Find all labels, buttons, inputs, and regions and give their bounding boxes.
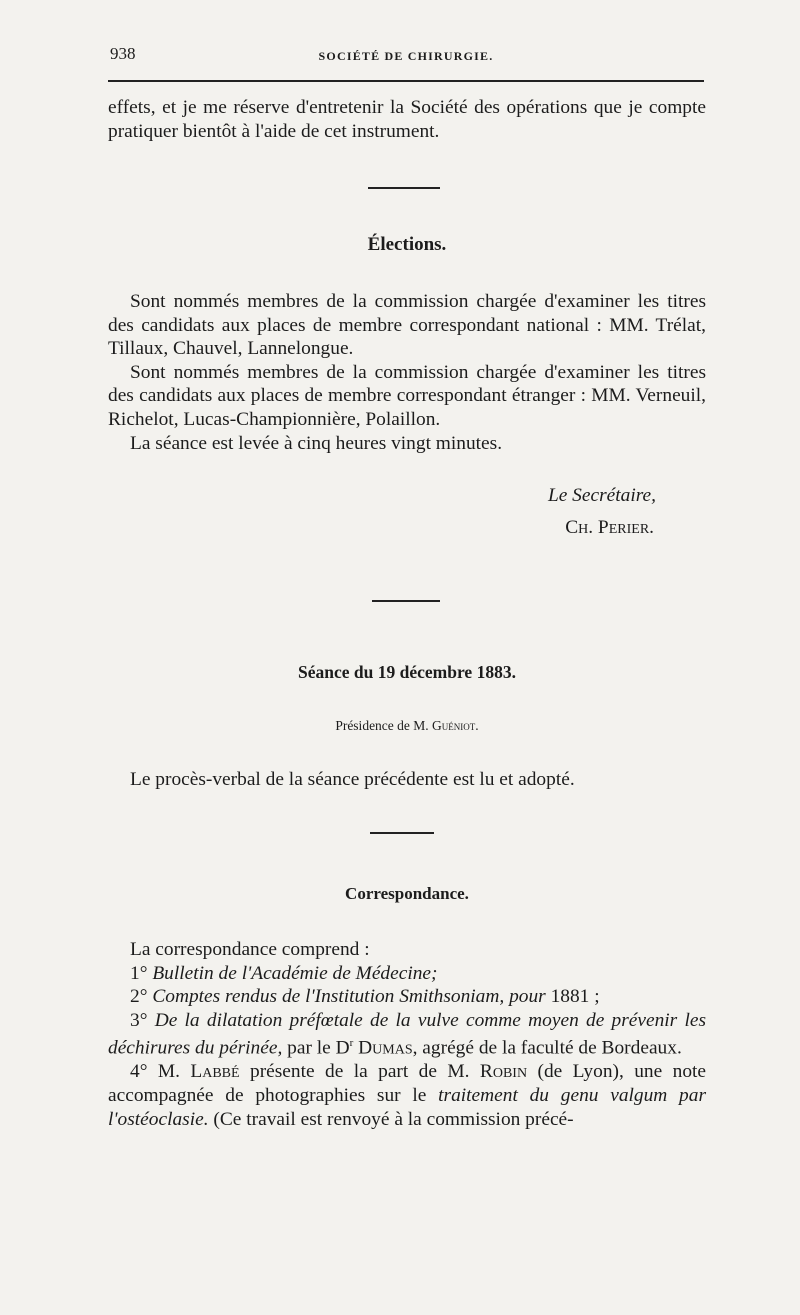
section-divider-3 xyxy=(370,832,434,834)
item-2-title: Comptes rendus de l'Institution Smithsoniam, pour xyxy=(152,986,546,1008)
item-3-by: par le D xyxy=(287,1037,350,1059)
correspondance-item-4 xyxy=(108,1060,706,1131)
correspondance-heading: Correspondance. xyxy=(345,884,469,903)
secretary-role: Le Secrétaire, xyxy=(547,485,656,506)
item-3-sup: r xyxy=(349,1037,354,1050)
item-1-title: Bulletin de l'Académie de Médecine; xyxy=(152,962,438,984)
item-2-number: 2° xyxy=(130,986,148,1008)
item-4-mid: présente de la part de M. xyxy=(250,1061,470,1083)
item-4-end: (Ce travail est renvoyé à la commission précé- xyxy=(213,1108,574,1130)
opening-text: effets, et je me réserve d'entretenir la Société des opérations que je compte pratiquer bientôt à l'aide de cet instrument. xyxy=(108,97,706,142)
president-name: Guéniot xyxy=(432,718,476,733)
presidency-line xyxy=(108,718,706,734)
elections-heading: Élections. xyxy=(367,234,447,255)
presidency-suffix: . xyxy=(475,718,479,733)
correspondance-item-3 xyxy=(108,1009,706,1061)
item-4-labbe: Labbé xyxy=(190,1061,240,1083)
elections-section xyxy=(108,290,706,455)
closing-line: La séance est levée à cinq heures vingt minutes. xyxy=(130,432,503,454)
running-head xyxy=(108,44,704,70)
header-rule xyxy=(108,80,704,82)
correspondance-section xyxy=(108,938,706,1131)
presidency-prefix: Présidence de M. xyxy=(335,718,433,733)
section-divider xyxy=(368,187,440,189)
item-3-title: De la dilatation préfœtale de la vulve comme moyen de prévenir les déchirures du périnée, xyxy=(108,1009,707,1059)
correspondance-item-1 xyxy=(108,962,706,986)
section-divider-2 xyxy=(372,600,440,602)
item-4-robin: Robin xyxy=(479,1061,528,1083)
signature-role-line xyxy=(108,484,706,539)
minutes-paragraph xyxy=(108,768,706,792)
minutes-text: Le procès-verbal de la séance précédente est lu et adopté. xyxy=(130,769,575,790)
elections-paragraph-national: Sont nommés membres de la commission chargée d'examiner les titres des candidats aux places de membre correspondant national : MM. Trélat, Tillaux, Chauvel, Lannelongue. xyxy=(108,291,706,360)
item-3-author: Dumas xyxy=(358,1037,413,1059)
session-title: Séance du 19 décembre 1883. xyxy=(298,662,516,682)
opening-paragraph xyxy=(108,96,706,143)
item-4-number: 4° xyxy=(130,1061,148,1083)
item-3-number: 3° xyxy=(130,1009,148,1031)
correspondance-intro: La correspondance comprend : xyxy=(130,939,370,960)
item-2-year: 1881 ; xyxy=(550,986,600,1008)
secretary-name: Ch. Perier. xyxy=(565,516,654,538)
item-4-mid2: (de Lyon), une note accompagnée de photographies sur le xyxy=(108,1061,707,1107)
item-1-number: 1° xyxy=(130,962,148,984)
running-title: SOCIÉTÉ DE CHIRURGIE. xyxy=(318,49,494,63)
elections-paragraph-foreign: Sont nommés membres de la commission chargée d'examiner les titres des candidats aux places de membre correspondant étranger : MM. Verneuil, Richelot, Lucas-Championnière, Polaillon. xyxy=(108,361,706,430)
item-4-m: M. xyxy=(157,1061,180,1083)
item-4-title: traitement du genu valgum par l'ostéoclasie. xyxy=(108,1085,706,1130)
correspondance-item-2 xyxy=(108,985,706,1009)
item-3-rest: , agrégé de la faculté de Bordeaux. xyxy=(412,1037,682,1059)
page-number: 938 xyxy=(110,44,136,63)
